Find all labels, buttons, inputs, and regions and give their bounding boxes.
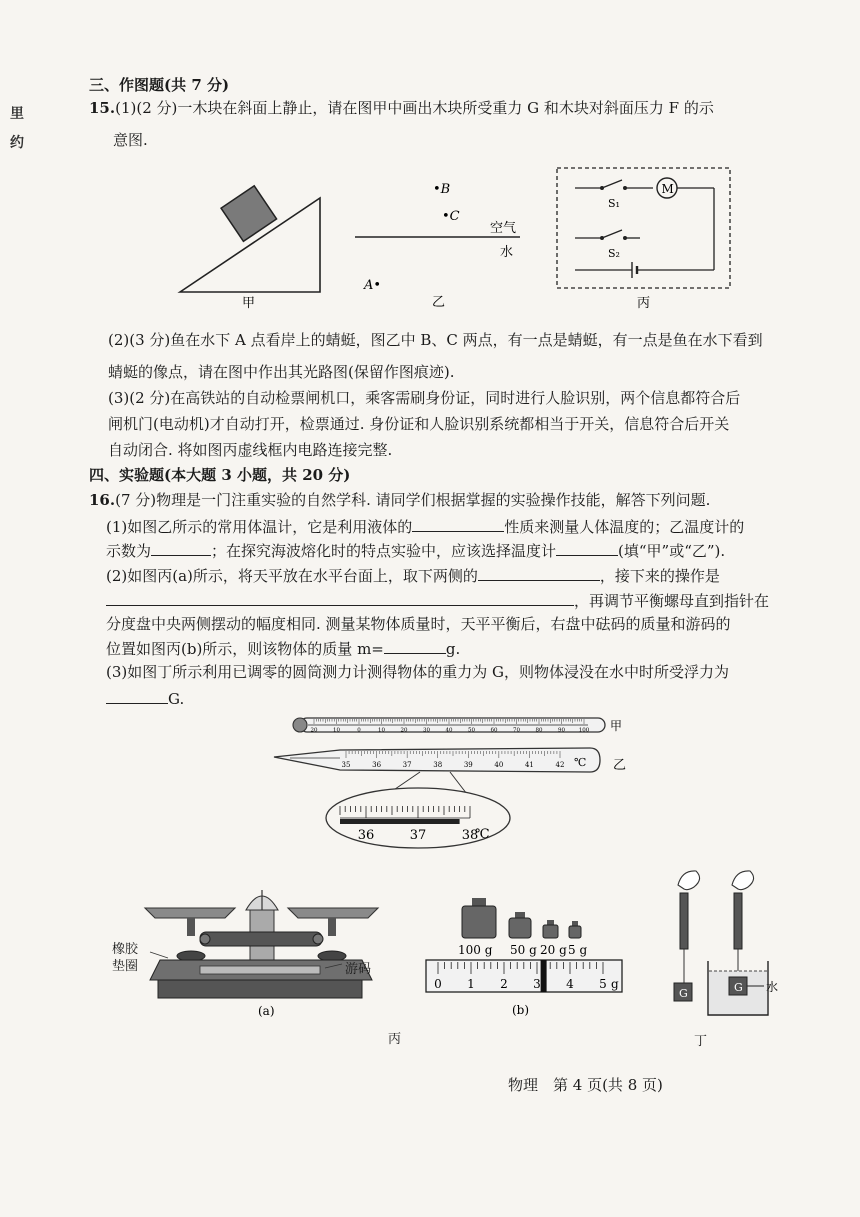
jia-tick-label: 70	[513, 727, 520, 734]
answer-blank-buoyancy[interactable]	[106, 688, 168, 704]
switch-s2	[602, 230, 622, 238]
weight-100g	[462, 898, 496, 938]
answer-blank-remove-item[interactable]	[478, 565, 600, 581]
force-gauge-right	[734, 893, 742, 949]
q15-figures	[170, 160, 750, 315]
rider-label: 游码	[345, 962, 372, 977]
jia-tick-label: 10	[333, 727, 340, 734]
jia-tick-label: 30	[423, 727, 430, 734]
answer-blank-thermo-reading[interactable]	[151, 540, 211, 556]
q16-p1-e: (填“甲”或“乙”).	[618, 542, 726, 560]
label-a: (a)	[258, 1004, 275, 1018]
balance-figure-a	[110, 880, 380, 1025]
yi-unit: ℃	[574, 756, 587, 769]
fig-bing-bottom-label: 丙	[388, 1032, 402, 1047]
jia-tick-label: 90	[558, 727, 565, 734]
zoom-liquid-column	[340, 819, 460, 824]
q16-p2-e: 位置如图丙(b)所示，则该物体的质量 m=	[106, 640, 384, 658]
yi-tick-label: 38	[433, 761, 443, 769]
hand-left	[678, 871, 700, 890]
q16-p1-d: ；在探究海波熔化时的特点实验中，应该选择温度计	[211, 542, 557, 560]
q15-part3-line1: (3)(2 分)在高铁站的自动检票闸机口，乘客需刷身份证，同时进行人脸识别，两个信息都符合后	[108, 389, 741, 407]
q15-part3-line3: 自动闭合. 将如图丙虚线框内电路连接完整.	[108, 441, 393, 459]
thermo-jia-label: 甲	[610, 719, 623, 733]
balance-figure-b	[420, 890, 635, 1020]
thermo-yi-label: 乙	[613, 758, 627, 773]
margin-char-2: 约	[10, 135, 24, 151]
hand-right	[732, 871, 754, 890]
jia-tick-label: 50	[468, 727, 475, 734]
weight-label-100g: 100 g	[458, 943, 493, 957]
q16-intro-text: (7 分)物理是一门注重实验的自然学科. 请同学们根据掌握的实验操作技能，解答下列问题.	[115, 491, 711, 509]
yi-tick-label: 39	[463, 761, 473, 769]
rider-marker	[541, 960, 547, 992]
zoom-unit: ℃	[475, 827, 490, 842]
scale-unit: g	[611, 977, 619, 991]
jia-tick-label: 40	[445, 727, 453, 734]
scale-tick-label: 1	[467, 977, 475, 991]
q16-part2-line1	[106, 565, 720, 587]
weight-20g	[543, 920, 558, 938]
yi-tick-label: 42	[555, 761, 565, 769]
q16-part1-line2	[106, 540, 725, 562]
yi-tick-label: 37	[402, 761, 412, 769]
q16-p1-b: 性质来测量人体温度的；乙温度计的	[504, 518, 745, 536]
point-c: •C	[442, 209, 460, 224]
zoom-tick-label: 38	[461, 828, 479, 843]
q15-part1-line2: 意图.	[113, 131, 148, 149]
yi-tick-label: 36	[372, 761, 382, 769]
weight-50g	[509, 912, 531, 938]
block-right-label: G	[734, 981, 743, 994]
motor-label: M	[661, 182, 674, 196]
jia-tick-label: 100	[578, 727, 590, 734]
s1-label: S₁	[608, 197, 620, 210]
q15-part1-line1	[89, 98, 714, 119]
water-label: 水	[500, 245, 514, 260]
fig-ding-label: 丁	[694, 1034, 708, 1049]
scale-tick-label: 3	[533, 977, 541, 991]
q16-p2-f: g.	[445, 640, 461, 658]
weight-label-5g: 5 g	[568, 943, 588, 957]
scale-tick-label: 2	[500, 977, 508, 991]
yi-tick-label: 35	[341, 761, 351, 769]
q16-part3-line1: (3)如图丁所示利用已调零的圆筒测力计测得物体的重力为 G，则物体浸没在水中时所受浮力为	[106, 663, 730, 681]
thermometer-figure	[270, 712, 650, 862]
q16-part2-line2	[106, 590, 769, 612]
q15-number: 15.	[89, 99, 116, 117]
beaker-water-label: 水	[766, 980, 779, 994]
q16-p1-a: (1)如图乙所示的常用体温计，它是利用液体的	[106, 518, 413, 536]
scale-tick-label: 5	[599, 977, 607, 991]
weight-5g	[569, 921, 581, 938]
force-gauge-figure	[660, 865, 790, 1025]
fig-jia-label: 甲	[242, 296, 256, 311]
q16-p3-b: G.	[168, 690, 185, 708]
section-4-title: 四、实验题(本大题 3 小题，共 20 分)	[89, 466, 351, 484]
point-b: •B	[433, 182, 451, 197]
rubber-ring-label-2: 垫圈	[112, 959, 139, 974]
left-pan	[145, 908, 235, 918]
fig-yi-label: 乙	[432, 295, 446, 310]
section-3-title: 三、作图题(共 7 分)	[89, 76, 230, 94]
margin-char-1: 里	[10, 106, 24, 122]
answer-blank-thermo-choice[interactable]	[556, 540, 618, 556]
q15-part3-line2: 闸机门(电动机)才自动打开，检票通过. 身份证和人脸识别系统都相当于开关，信息符合后开关	[108, 415, 730, 433]
zoom-tick-label: 37	[409, 828, 427, 843]
switch-s1	[602, 180, 622, 188]
q16-part1-line1	[106, 516, 744, 538]
answer-blank-liquid-property[interactable]	[412, 516, 504, 532]
zoom-tick-label: 36	[357, 828, 375, 843]
weight-label-20g: 20 g	[540, 943, 567, 957]
air-label: 空气	[490, 221, 517, 236]
q15-part2-line1: (2)(3 分)鱼在水下 A 点看岸上的蜻蜓，图乙中 B、C 两点，有一点是蜻蜓，有一点是鱼在水下看到	[108, 331, 763, 349]
scale-tick-label: 4	[566, 977, 574, 991]
q16-p2-b: ，接下来的操作是	[599, 567, 720, 585]
yi-tick-label: 40	[494, 761, 504, 769]
q16-p1-c: 示数为	[106, 542, 152, 560]
q16-part3-line2	[106, 688, 184, 710]
jia-tick-label: 60	[490, 727, 498, 734]
right-pan	[288, 908, 378, 918]
force-gauge-left	[680, 893, 688, 949]
q16-p2-c: ，再调节平衡螺母直到指针在	[574, 592, 770, 610]
scale-tick-label: 0	[434, 977, 442, 991]
s2-label: S₂	[608, 247, 620, 260]
balance-beam	[200, 932, 322, 946]
q16-number: 16.	[89, 491, 116, 509]
jia-tick-label: 10	[378, 727, 385, 734]
rubber-ring-label-1: 橡胶	[112, 942, 139, 957]
fig-bing-label: 丙	[637, 296, 651, 311]
q15-part1-text: (1)(2 分)一木块在斜面上静止，请在图甲中画出木块所受重力 G 和木块对斜面压力 F 的示	[115, 99, 714, 117]
q16-part2-line4	[106, 638, 460, 660]
q16-p2-a: (2)如图丙(a)所示，将天平放在水平台面上，取下两侧的	[106, 567, 478, 585]
q16-intro	[89, 490, 710, 511]
block-left-label: G	[679, 987, 688, 1000]
page-footer: 物理 第 4 页(共 8 页)	[508, 1076, 663, 1094]
q15-part2-line2: 蜻蜓的像点，请在图中作出其光路图(保留作图痕迹).	[108, 363, 455, 381]
answer-blank-mass[interactable]	[384, 638, 446, 654]
point-a: A•	[364, 278, 382, 293]
jia-tick-label: 80	[535, 727, 543, 734]
answer-blank-next-step[interactable]	[106, 590, 574, 606]
jia-tick-label: 20	[310, 727, 318, 734]
q16-part2-line3: 分度盘中央两侧摆动的幅度相同. 测量某物体质量时，天平平衡后，右盘中砝码的质量和游码的	[106, 615, 731, 633]
jia-tick-label: 20	[400, 727, 408, 734]
weight-label-50g: 50 g	[510, 943, 537, 957]
yi-tick-label: 41	[524, 761, 534, 769]
jia-tick-label: 0	[357, 727, 361, 734]
label-b: (b)	[512, 1003, 530, 1017]
rider-scale	[200, 966, 320, 974]
